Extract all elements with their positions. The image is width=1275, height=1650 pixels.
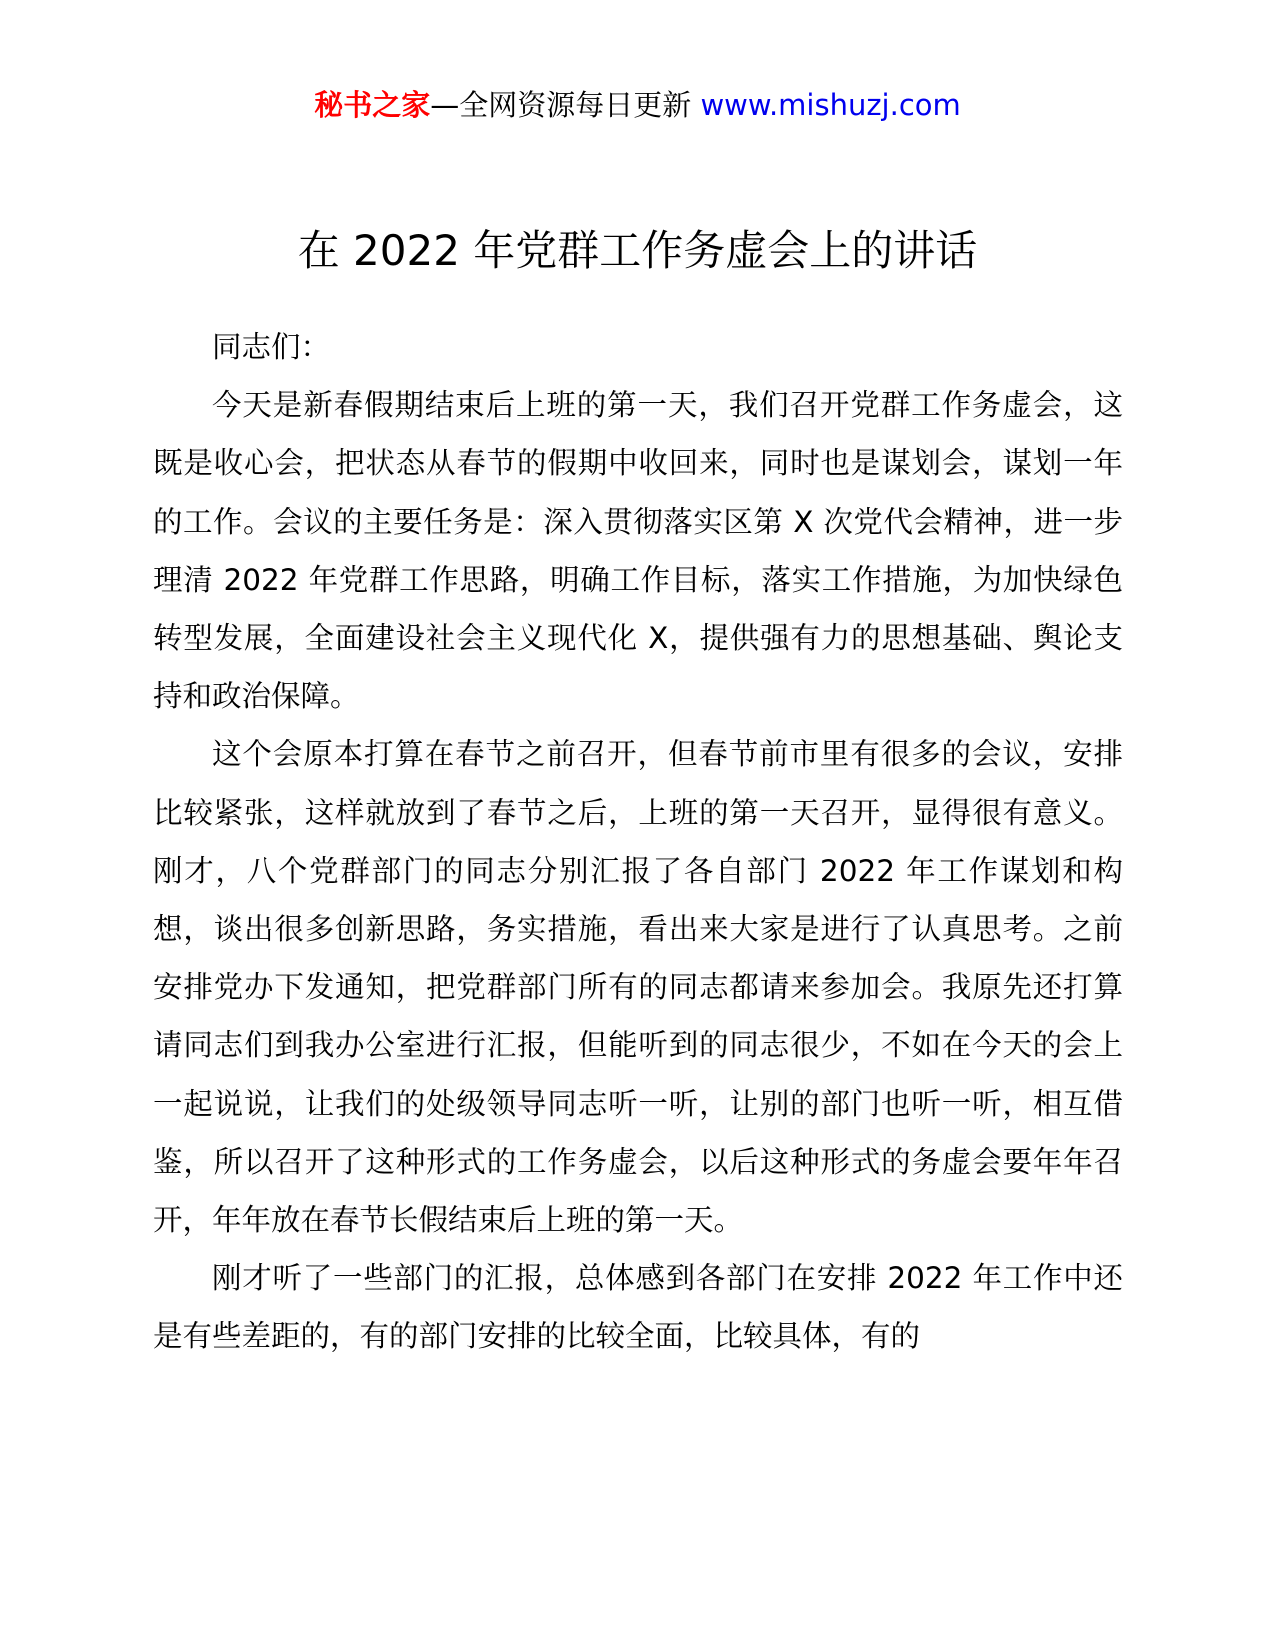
document-title: 在 2022 年党群工作务虚会上的讲话 <box>297 226 978 275</box>
paragraph: 今天是新春假期结束后上班的第一天，我们召开党群工作务虚会，这既是收心会，把状态从春节的假期中收回来，同时也是谋划会，谋划一年的工作。会议的主要任务是：深入贯彻落实区第 X 次党代会精神，进一步理清 2022 年党群工作思路，明确工作目标，落实工作措施，为加快绿色转型发展，全面建设社会主义现代化 X，提供强有力的思想基础、舆论支持和政治保障。 <box>153 388 1123 714</box>
document-body <box>153 318 1123 1366</box>
paragraph: 这个会原本打算在春节之前召开，但春节前市里有很多的会议，安排比较紧张，这样就放到了春节之后，上班的第一天召开，显得很有意义。刚才，八个党群部门的同志分别汇报了各自部门 2022 年工作谋划和构想，谈出很多创新思路，务实措施，看出来大家是进行了认真思考。之前安排党办下发通知，把党群部门所有的同志都请来参加会。我原先还打算请同志们到我办公室进行汇报，但能听到的同志很少，不如在今天的会上一起说说，让我们的处级领导同志听一听，让别的部门也听一听，相互借鉴，所以召开了这种形式的工作务虚会，以后这种形式的务虚会要年年召开，年年放在春节长假结束后上班的第一天。 <box>153 737 1123 1238</box>
brand-name: 秘书之家 <box>314 88 431 122</box>
site-slogan: —全网资源每日更新 <box>430 88 701 122</box>
salutation: 同志们： <box>212 330 331 364</box>
site-header <box>0 84 1275 126</box>
paragraph: 刚才听了一些部门的汇报，总体感到各部门在安排 2022 年工作中还是有些差距的，有的部门安排的比较全面，比较具体，有的 <box>153 1261 1123 1354</box>
site-url-link[interactable]: www.mishuzj.com <box>700 88 961 122</box>
